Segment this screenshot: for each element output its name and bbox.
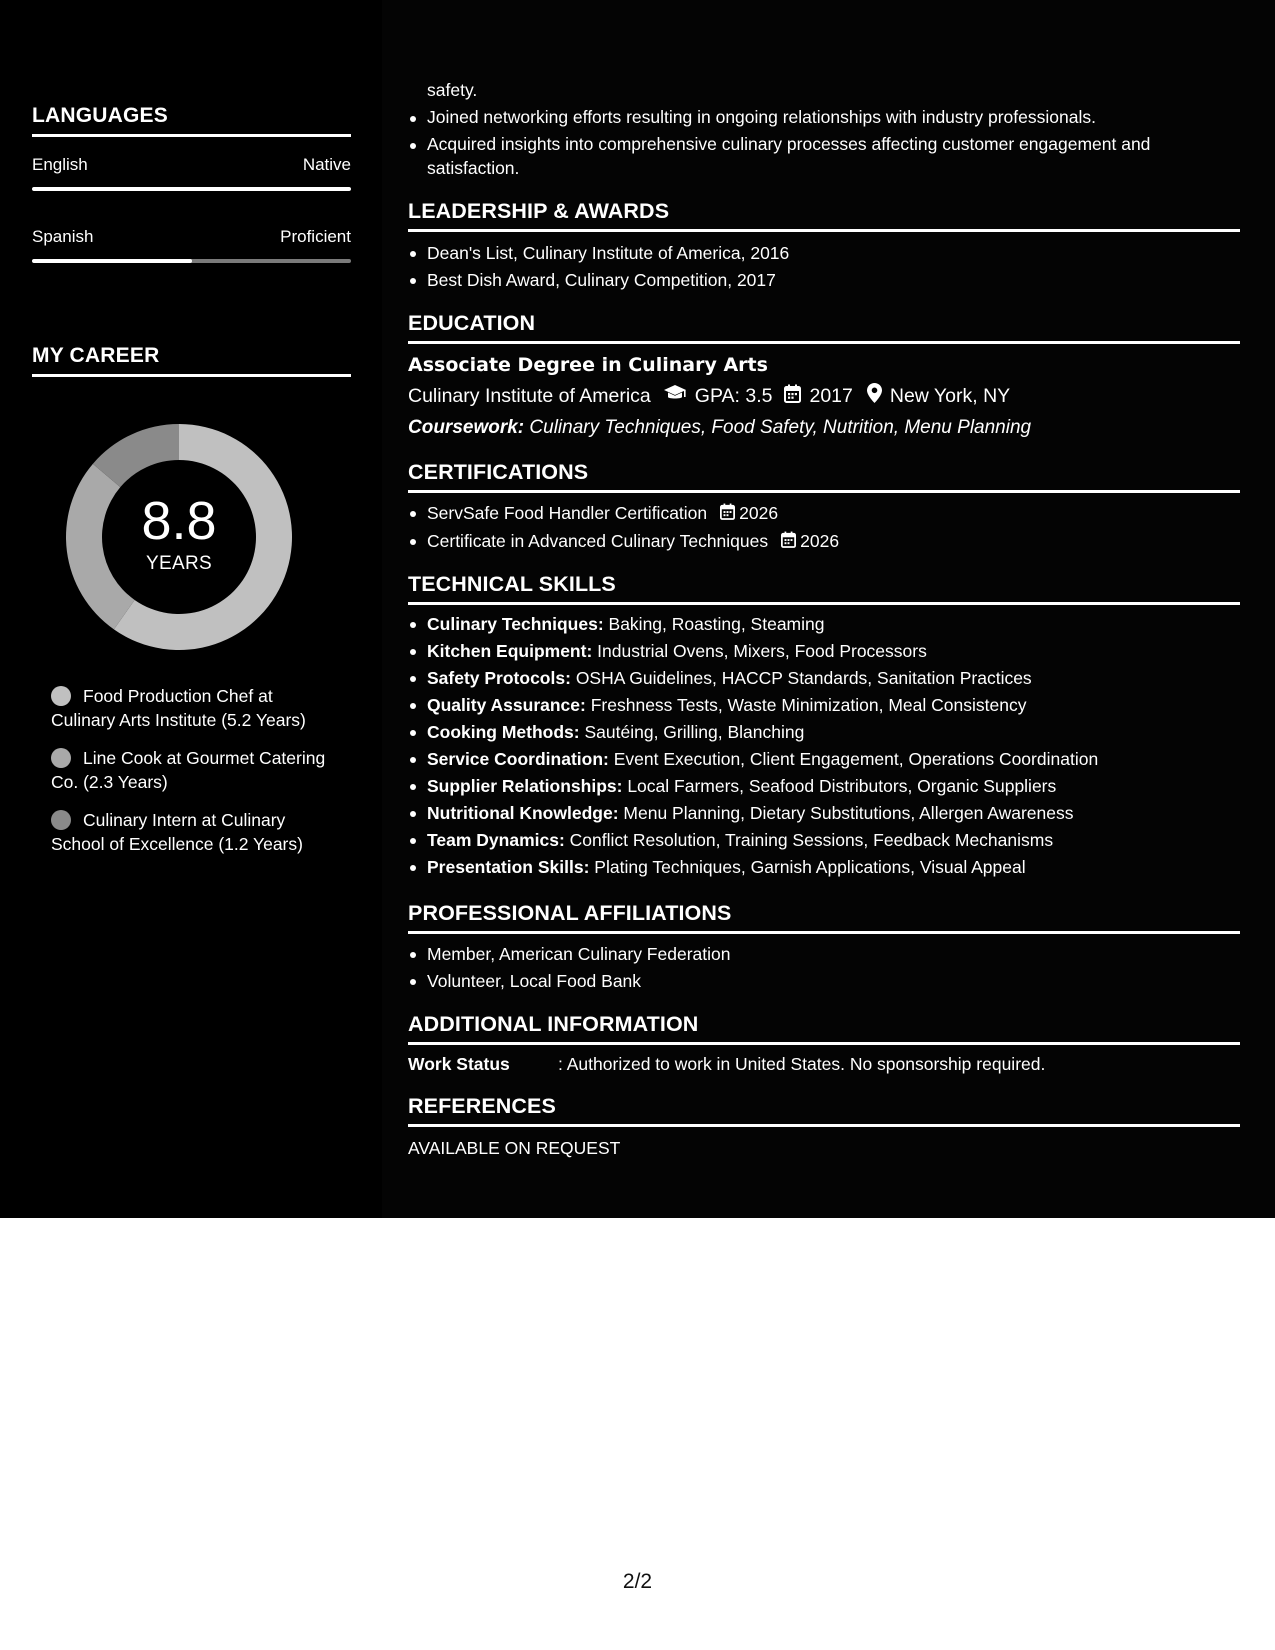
certification-year: 2026 — [800, 530, 840, 551]
experience-fragment: safety. — [427, 80, 478, 100]
skill-item — [408, 827, 1240, 854]
skill-value: Conflict Resolution, Training Sessions, Feedback Mechanisms — [569, 830, 1054, 850]
career-legend-text: Food Production Chef at Culinary Arts Institute (5.2 Years) — [51, 686, 306, 730]
skill-label: Culinary Techniques: — [427, 614, 604, 634]
language-proficiency-bar — [32, 187, 351, 191]
experience-bullets — [408, 105, 1240, 180]
language-proficiency-fill — [32, 187, 351, 191]
skill-value: OSHA Guidelines, HACCP Standards, Sanitation Practices — [575, 668, 1032, 688]
skill-value: Plating Techniques, Garnish Applications, Visual Appeal — [594, 857, 1026, 877]
skill-item — [408, 746, 1240, 773]
skills-heading: TECHNICAL SKILLS — [408, 572, 1240, 605]
certifications-list — [408, 500, 1240, 556]
skill-label: Cooking Methods: — [427, 722, 580, 742]
legend-dot-icon — [51, 686, 71, 706]
career-donut-center — [66, 424, 292, 650]
education-year: 2017 — [809, 384, 853, 407]
experience-bullet: Acquired insights into comprehensive culinary processes affecting customer engagement and satisfaction. — [408, 132, 1240, 180]
leadership-item: Dean's List, Culinary Institute of America, 2016 — [408, 240, 1240, 267]
work-status-value: : Authorized to work in United States. No sponsorship required. — [558, 1054, 1046, 1074]
experience-bullet: Joined networking efforts resulting in ongoing relationships with industry professionals. — [408, 105, 1240, 129]
additional-info-heading: ADDITIONAL INFORMATION — [408, 1012, 1240, 1045]
language-proficiency-bar — [32, 259, 351, 263]
page-number: 2/2 — [622, 1570, 653, 1593]
skill-label: Quality Assurance: — [427, 695, 586, 715]
skill-item — [408, 692, 1240, 719]
additional-info-section — [408, 1012, 1240, 1075]
leadership-heading: LEADERSHIP & AWARDS — [408, 199, 1240, 232]
career-legend — [51, 684, 331, 870]
affiliation-item: Member, American Culinary Federation — [408, 941, 1240, 968]
coursework-value: Culinary Techniques, Food Safety, Nutrition, Menu Planning — [529, 417, 1032, 438]
affiliations-section — [408, 901, 1240, 995]
skill-value: Local Farmers, Seafood Distributors, Organic Suppliers — [627, 776, 1057, 796]
skill-value: Sautéing, Grilling, Blanching — [584, 722, 805, 742]
skill-value: Freshness Tests, Waste Minimization, Meal Consistency — [590, 695, 1027, 715]
references-text: AVAILABLE ON REQUEST — [408, 1138, 621, 1158]
language-name: English — [32, 155, 88, 174]
leadership-section — [408, 199, 1240, 294]
certification-item — [408, 500, 1240, 528]
calendar-icon — [720, 501, 735, 528]
sidebar — [0, 0, 382, 1218]
career-legend-item — [51, 684, 331, 732]
map-pin-icon — [867, 383, 882, 409]
skill-label: Service Coordination: — [427, 749, 609, 769]
skill-value: Event Execution, Client Engagement, Operations Coordination — [613, 749, 1099, 769]
education-degree: Associate Degree in Culinary Arts — [408, 354, 768, 376]
skill-value: Industrial Ovens, Mixers, Food Processors — [597, 641, 927, 661]
skill-value: Menu Planning, Dietary Substitutions, Allergen Awareness — [623, 803, 1074, 823]
experience-continuation — [408, 78, 1240, 180]
certifications-section — [408, 460, 1240, 556]
language-level: Proficient — [280, 227, 351, 246]
language-name: Spanish — [32, 227, 94, 246]
skill-item — [408, 854, 1240, 881]
certification-name: ServSafe Food Handler Certification — [427, 503, 708, 523]
language-proficiency-fill — [32, 259, 192, 263]
skill-label: Nutritional Knowledge: — [427, 803, 619, 823]
calendar-icon — [781, 529, 796, 556]
leadership-item: Best Dish Award, Culinary Competition, 2017 — [408, 267, 1240, 294]
work-status-row — [408, 1054, 1240, 1075]
skill-value: Baking, Roasting, Steaming — [608, 614, 825, 634]
coursework-label: Coursework: — [408, 417, 525, 438]
affiliations-list — [408, 941, 1240, 995]
career-legend-item — [51, 808, 331, 856]
education-details — [408, 383, 1240, 409]
work-status-label: Work Status — [408, 1054, 510, 1074]
affiliations-heading: PROFESSIONAL AFFILIATIONS — [408, 901, 1240, 934]
references-section — [408, 1094, 1240, 1159]
languages-section — [32, 104, 351, 263]
language-row — [32, 227, 351, 247]
certifications-heading: CERTIFICATIONS — [408, 460, 1240, 493]
career-total-unit: YEARS — [146, 553, 212, 574]
language-level: Native — [302, 155, 351, 174]
career-total-years: 8.8 — [141, 491, 217, 551]
skills-section — [408, 572, 1240, 881]
calendar-icon — [784, 384, 801, 409]
career-heading: MY CAREER — [32, 344, 351, 377]
skill-item — [408, 800, 1240, 827]
languages-heading: LANGUAGES — [32, 104, 351, 137]
affiliation-item: Volunteer, Local Food Bank — [408, 968, 1240, 995]
leadership-list — [408, 240, 1240, 294]
skill-item — [408, 719, 1240, 746]
education-gpa: GPA: 3.5 — [694, 384, 773, 407]
career-legend-item — [51, 746, 331, 794]
graduation-cap-icon — [663, 384, 687, 408]
skills-list — [408, 611, 1240, 881]
career-section — [32, 344, 351, 377]
skill-label: Presentation Skills: — [427, 857, 590, 877]
certification-item — [408, 528, 1240, 556]
skill-item — [408, 638, 1240, 665]
skill-label: Supplier Relationships: — [427, 776, 623, 796]
skill-item — [408, 611, 1240, 638]
legend-dot-icon — [51, 748, 71, 768]
skill-label: Team Dynamics: — [427, 830, 565, 850]
skill-label: Kitchen Equipment: — [427, 641, 593, 661]
career-legend-text: Culinary Intern at Culinary School of Excellence (1.2 Years) — [51, 810, 303, 854]
skill-label: Safety Protocols: — [427, 668, 571, 688]
skill-item — [408, 665, 1240, 692]
career-donut-chart — [66, 424, 292, 650]
skill-item — [408, 773, 1240, 800]
references-heading: REFERENCES — [408, 1094, 1240, 1127]
certification-year: 2026 — [739, 503, 779, 523]
education-section — [408, 311, 1240, 439]
legend-dot-icon — [51, 810, 71, 830]
career-legend-text: Line Cook at Gourmet Catering Co. (2.3 Years) — [51, 748, 326, 792]
certification-name: Certificate in Advanced Culinary Techniques — [427, 530, 769, 551]
education-coursework — [408, 417, 1240, 439]
education-heading: EDUCATION — [408, 311, 1240, 344]
education-school: Culinary Institute of America — [408, 384, 651, 407]
language-row — [32, 155, 351, 175]
education-location: New York, NY — [889, 384, 1011, 407]
